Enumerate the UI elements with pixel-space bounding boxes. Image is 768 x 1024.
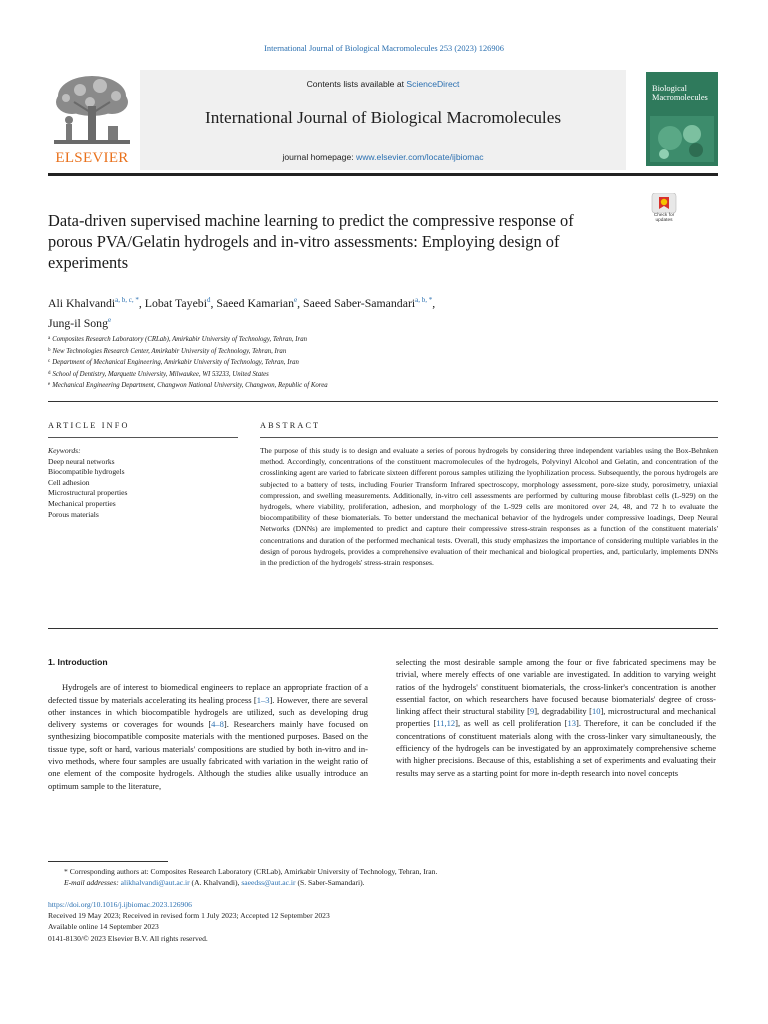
abstract-heading: ABSTRACT <box>260 421 321 430</box>
citation-link[interactable]: 11,12 <box>436 718 456 729</box>
contents-availability <box>140 79 626 89</box>
affiliation-key: d <box>48 370 51 376</box>
email-link[interactable]: alikhalvandi@aut.ac.ir <box>120 878 190 888</box>
citation-link[interactable]: 10 <box>591 706 601 717</box>
article-info-heading: ARTICLE INFO <box>48 421 130 430</box>
email-owner: (S. Saber-Samandari). <box>295 878 365 888</box>
footnote-divider <box>48 861 168 862</box>
body-text: Hydrogels are of interest to biomedical engineers to replace an appropriate fraction of a defected tissue by materials accelerating its healing process [ <box>48 682 368 705</box>
footnote-text: Corresponding authors at: Composites Research Laboratory (CRLab), Amirkabir University of Technology, Tehran, Iran. <box>69 867 438 876</box>
body-text: ]. However, there are several other instances in which biocompatible hydrogels are utilized, such as developing drug delivery systems or coverages for wounds [ <box>48 694 368 730</box>
author-affiliation-marks[interactable]: a, b, * <box>415 296 433 304</box>
keyword-item: Cell adhesion <box>48 477 90 487</box>
author-name[interactable]: Jung-il Song <box>48 316 108 330</box>
abstract-bottom-divider <box>48 628 718 629</box>
check-for-updates-icon <box>646 193 682 213</box>
cover-title-line2: Macromolecules <box>652 93 708 102</box>
affiliation-text: Department of Mechanical Engineering, Amirkabir University of Technology, Tehran, Iran <box>52 359 299 367</box>
email-link[interactable]: saeedss@aut.ac.ir <box>241 878 296 888</box>
journal-banner <box>140 70 626 170</box>
doi-link[interactable]: https://doi.org/10.1016/j.ijbiomac.2023.126906 <box>48 900 192 909</box>
affiliation-text: Mechanical Engineering Department, Changwon National University, Changwon, Republic of Korea <box>52 382 328 390</box>
affiliation-list <box>48 334 668 392</box>
introduction-heading: 1. Introduction <box>48 657 108 667</box>
header-divider <box>48 173 718 176</box>
abstract-rule <box>260 437 718 438</box>
affiliation-text: Composites Research Laboratory (CRLab), Amirkabir University of Technology, Tehran, Iran <box>52 336 307 343</box>
journal-title: International Journal of Biological Macromolecules <box>204 108 562 127</box>
affiliation-item <box>48 346 668 358</box>
keywords-block <box>48 446 238 520</box>
author-name[interactable]: Saeed Kamarian <box>216 296 295 310</box>
journal-reference-link[interactable]: International Journal of Biological Macromolecules 253 (2023) 126906 <box>264 44 504 53</box>
journal-homepage <box>140 152 626 162</box>
email-owner: (A. Khalvandi), <box>189 878 242 888</box>
affiliation-key: a <box>48 336 51 341</box>
intro-paragraph-continued <box>396 656 716 779</box>
affiliation-key: c <box>48 359 51 365</box>
citation-link[interactable]: 13 <box>567 718 576 729</box>
author-affiliation-marks[interactable]: e <box>294 296 298 304</box>
badge-label <box>646 213 682 223</box>
email-label: E-mail addresses: <box>64 878 119 888</box>
elsevier-tree-icon <box>50 72 134 150</box>
online-date: Available online 14 September 2023 <box>48 922 159 932</box>
keyword-item: Deep neural networks <box>48 456 115 466</box>
body-text: selecting the most desirable sample among the four or five fabricated specimens may be trivial, where merely effects of one variable are investigated. In addition to varying weight ratios of the hydrogels' constituent biomaterials, the cross-linker's concentration is another essential factor, on which researchers have focused because biomaterials' degree of cross-linking affect their structural stability [ <box>396 657 716 717</box>
author-name[interactable]: Lobat Tayebi <box>144 296 207 310</box>
body-text: ], degradability [ <box>534 706 592 717</box>
journal-cover[interactable] <box>646 72 718 166</box>
body-text: ], as well as cell proliferation [ <box>455 718 568 729</box>
affiliation-item <box>48 357 668 369</box>
publication-info <box>48 899 718 944</box>
affiliation-text: School of Dentistry, Marquette University, Milwaukee, WI 53233, United States <box>52 370 269 378</box>
author-affiliation-marks[interactable]: a, b, c, * <box>115 296 139 304</box>
keywords-label: Keywords: <box>48 446 81 455</box>
keyword-item: Mechanical properties <box>48 498 116 508</box>
body-text: ]. Therefore, it can be concluded if the concentrations of constituent materials along with the cross-linker vary simultaneously, the efficiency of the hydrogels can be investigated by an approximately comprehensive scheme with higher precisions. Because of this, establishing a set of experiments and evaluating their results may serve as a starting point for more in-depth research into novel concepts <box>396 718 716 778</box>
contents-prefix: Contents lists available at <box>306 79 407 89</box>
body-text: ]. Researchers mainly have focused on synthesizing biocompatible composite materials with the mentioned purposes. Based on the tissue type, soft or hard, various materials' compositions are studied by both in-vitro and in-vivo methods, where four samples are usually fabricated with variation in the weight ratio of one element of the composite hydrogels. Although the studies alike usually introduce an optimum sample to the literature, <box>48 719 368 791</box>
citation-link[interactable]: 1–3 <box>256 694 270 705</box>
author-affiliation-marks[interactable]: e <box>107 316 112 324</box>
body-text: ], microstructural and mechanical properties [ <box>396 706 716 729</box>
author-separator: , <box>432 296 436 310</box>
corresponding-line <box>48 866 718 877</box>
intro-paragraph-1 <box>48 681 368 792</box>
copyright-line: 0141-8130/© 2023 Elsevier B.V. All rights reserved. <box>48 933 208 943</box>
affiliation-text: New Technologies Research Center, Amirkabir University of Technology, Tehran, Iran <box>52 347 287 355</box>
author-separator: , <box>297 296 304 310</box>
journal-header <box>48 70 718 170</box>
author-list <box>48 292 668 332</box>
cover-title <box>652 84 714 102</box>
elsevier-logo <box>48 70 136 170</box>
check-for-updates-badge[interactable] <box>646 193 682 229</box>
article-info-rule <box>48 437 238 438</box>
body-column-right <box>396 656 716 779</box>
author-affiliation-marks[interactable]: d <box>206 296 211 304</box>
elsevier-wordmark: ELSEVIER <box>55 150 129 166</box>
affiliation-item <box>48 334 668 346</box>
cover-artwork-icon <box>650 116 714 162</box>
footnote-mark: * <box>64 867 68 876</box>
affiliation-key: e <box>48 382 51 388</box>
affiliation-item <box>48 369 668 381</box>
affiliation-key: b <box>48 347 51 353</box>
email-line <box>48 877 718 888</box>
homepage-link[interactable]: www.elsevier.com/locate/ijbiomac <box>356 152 484 162</box>
badge-line2: updates <box>655 218 673 224</box>
keyword-item: Microstructural properties <box>48 488 128 498</box>
author-separator: , <box>210 296 217 310</box>
abstract-text: The purpose of this study is to design and evaluate a series of porous hydrogels by considering three independent variables using the Box-Behnken method. Accordingly, concentrations of the constituent macromolecules of the hydrogels, Polyvinyl Alcohol and Gelatin, and concentration of the crosslinking agent are varied to fabricate sixteen different porous samples utilizing the lyophilization process. Subsequently, the porous hydrogels are subjected to a battery of tests, including Fourier Transform Infrared spectroscopy, morphology assessment, pore-size study, porosimetry, uniaxial compression, and swelling measurements. Additionally, in-vitro cell assessments are performed by culturing mouse fibroblast cells (L-929) on the hydrogels, where viability, proliferation, adhesion, and morphology of the L-929 cells are monitored over 24, 48, and 72 h to evaluate the biocompatibility of these biomaterials. To better understand the mechanical behavior of the hydrogels under compressive loadings, Deep Neural Networks (DNNs) are implemented to predict and capture their compressive stress-strain responses as a function of the constituent materials' concentrations and duration of the performed mechanical tests. Overall, this study emphasizes the importance of considering multiple variables in the design of porous hydrogels, provides a comprehensive evaluation of their mechanical and biological properties, and, particularly, implements DNNs in the prediction of the hydrogels' stress-strain responses. <box>260 446 718 568</box>
author-separator: , <box>138 296 145 310</box>
body-column-left <box>48 656 368 792</box>
author-name[interactable]: Saeed Saber-Samandari <box>303 296 416 310</box>
front-matter-divider <box>48 401 718 402</box>
sciencedirect-link[interactable]: ScienceDirect <box>406 79 460 89</box>
received-dates: Received 19 May 2023; Received in revised form 1 July 2023; Accepted 12 September 2023 <box>48 911 330 921</box>
keyword-item: Biocompatible hydrogels <box>48 467 125 477</box>
author-name[interactable]: Ali Khalvandi <box>48 296 116 310</box>
homepage-prefix: journal homepage: <box>282 152 357 162</box>
affiliation-item <box>48 380 668 392</box>
keyword-item: Porous materials <box>48 509 99 519</box>
citation-link[interactable]: 9 <box>529 706 535 717</box>
article-title: Data-driven supervised machine learning to predict the compressive response of porous PVA/Gelatin hydrogels and in-vitro assessments: Employing design of experiments <box>48 211 574 272</box>
citation-link[interactable]: 4–8 <box>211 719 224 730</box>
cover-title-line1: Biological <box>652 84 687 93</box>
badge-line1: Check for <box>653 213 675 218</box>
corresponding-author-footnote <box>48 866 718 888</box>
